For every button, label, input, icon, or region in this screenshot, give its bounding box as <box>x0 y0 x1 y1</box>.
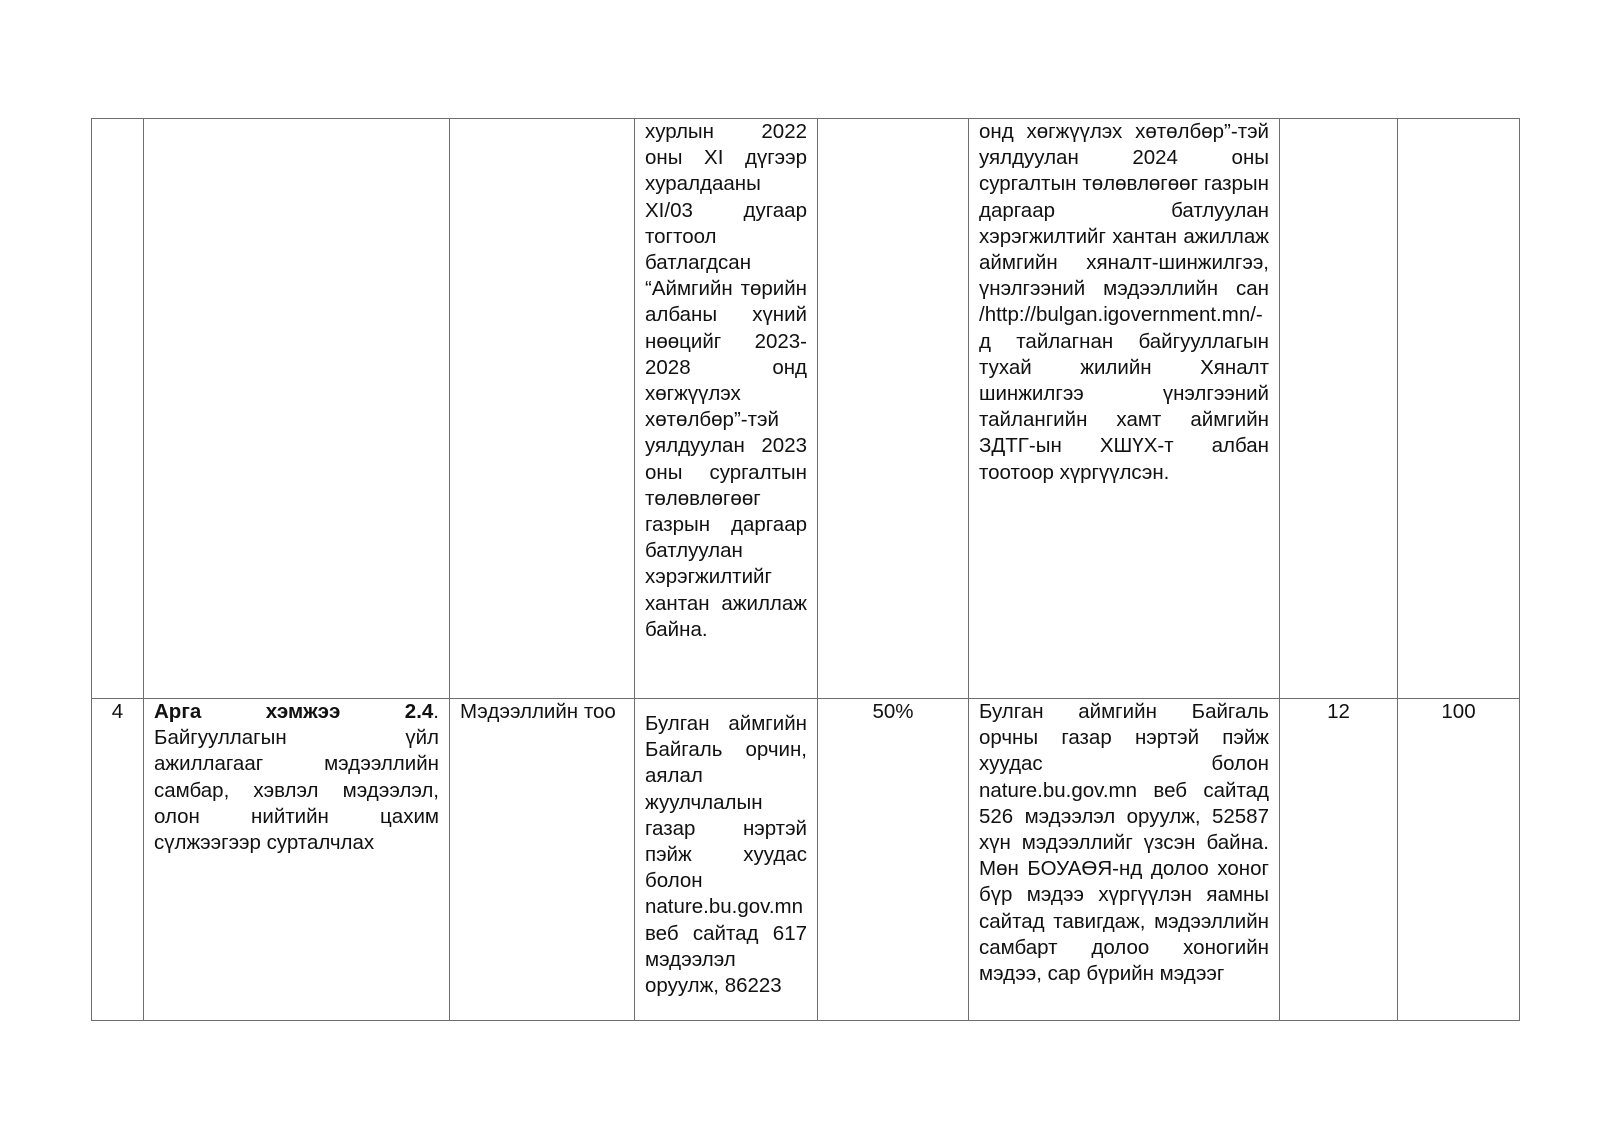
action-cell <box>144 699 450 1021</box>
action-description: . Байгууллагын үйл ажиллагааг мэдээллийн самбар, хэвлэл мэдээлэл, олон нийтийн цахим сүлжээгээр сурталчлах <box>154 700 439 855</box>
result-cell <box>969 119 1280 699</box>
baseline-text: Булган аймгийн Байгаль орчин, аялал жуулчлалын газар нэртэй пэйж хуудас болон nature.bu.gov.mn веб сайтад 617 мэдээлэл оруулж, 86223 <box>645 712 807 998</box>
result-text: онд хөгжүүлэх хөтөлбөр”-тэй уялдуулан 2024 оны сургалтын төлөвлөгөөг газрын даргаар батлуулан хэрэгжилтийг хантан ажиллаж аймгийн хяналт-шинжилгээ, үнэлгээний мэдээллийн сан /http://bulgan.igovernment.mn/-д тайлагнан байгууллагын тухай жилийн Хяналт шинжилгээ үнэлгээний тайлангийн хамт аймгийн ЗДТГ-ын ХШҮХ-т албан тоотоор хүргүүлсэн. <box>979 120 1269 484</box>
table-row <box>92 119 1520 699</box>
action-cell <box>144 119 450 699</box>
result-cell <box>969 699 1280 1021</box>
percent-cell <box>1398 119 1520 699</box>
table-row <box>92 699 1520 1021</box>
action-title: Арга хэмжээ 2.4 <box>154 700 434 723</box>
target-cell: 50% <box>818 699 969 1021</box>
row-number-cell <box>92 119 144 699</box>
target-cell <box>818 119 969 699</box>
score-cell <box>1280 119 1398 699</box>
report-table <box>91 118 1520 1021</box>
baseline-cell <box>635 119 818 699</box>
baseline-cell <box>635 699 818 1021</box>
result-text: Булган аймгийн Байгаль орчны газар нэртэй пэйж хуудас болон nature.bu.gov.mn веб сайтад 526 мэдээлэл оруулж, 52587 хүн мэдээллийг үзсэн байна. Мөн БОУАӨЯ-нд долоо хоног бүр мэдээ хүргүүлэн яамны сайтад тавигдаж, мэдээллийн самбарт долоо хоногийн мэдээ, сар бүрийн мэдээг <box>979 700 1269 986</box>
score-cell: 12 <box>1280 699 1398 1021</box>
baseline-text: хурлын 2022 оны XI дүгээр хуралдааны XI/03 дугаар тогтоол батлагдсан “Аймгийн төрийн албаны хүний нөөцийг 2023-2028 онд хөгжүүлэх хөтөлбөр”-тэй уялдуулан 2023 оны сургалтын төлөвлөгөөг газрын даргаар батлуулан хэрэгжилтийг хантан ажиллаж байна. <box>645 120 807 641</box>
percent-cell: 100 <box>1398 699 1520 1021</box>
indicator-cell <box>450 119 635 699</box>
row-number-cell: 4 <box>92 699 144 1021</box>
indicator-cell: Мэдээллийн тоо <box>450 699 635 1021</box>
